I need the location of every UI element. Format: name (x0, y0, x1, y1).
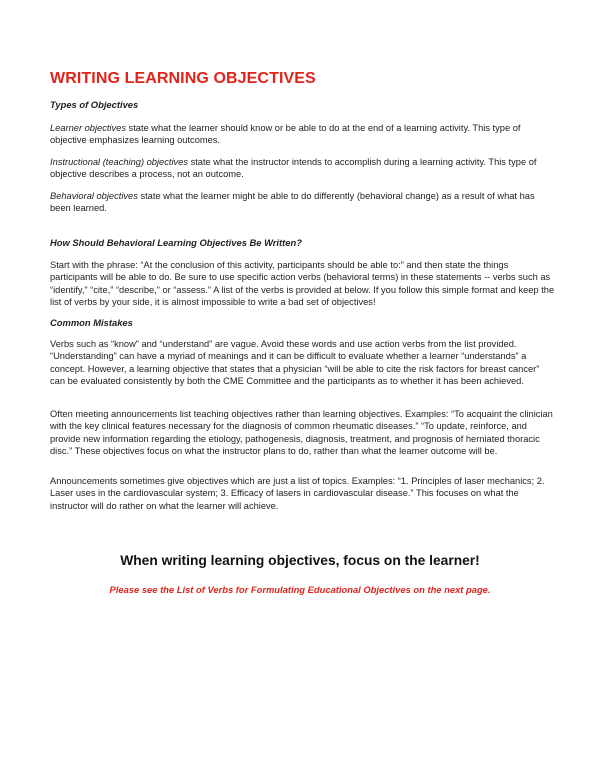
how-heading: How Should Behavioral Learning Objectives Be Written? (50, 237, 302, 248)
behavioral-text: state what the learner might be able to do differently (behavioral change) as a result of what has been learned. (50, 191, 535, 214)
focus-statement: When writing learning objectives, focus on the learner! (120, 553, 480, 568)
learner-objectives-paragraph (50, 122, 555, 147)
behavioral-term: Behavioral objectives (50, 191, 138, 201)
behavioral-objectives-paragraph (50, 190, 555, 215)
how-paragraph: Start with the phrase: “At the conclusion of this activity, participants should be able to:” and then state the things participants will be able to do. Be sure to use specific action verbs (behavioral terms) in these statements -- verbs such as “identify,” “cite,” “describe,” or “assess.” A list of the verbs is provided at below. If you follow this simple format and keep the list of verbs by your side, it is almost impossible to write a bad set of objectives! (50, 260, 555, 307)
learner-text: state what the learner should know or be able to do at the end of a learning activity. This type of objective emphasizes learning outcomes. (50, 123, 521, 146)
mistakes-paragraph-3: Announcements sometimes give objectives which are just a list of topics. Examples: “1. Principles of laser mechanics; 2. Laser uses in the cardiovascular system; 3. Efficacy of lasers in cardiovascular disease.” This focuses on what the instructor will do rather on what the learner will achieve. (50, 476, 545, 511)
instructional-term: Instructional (teaching) objectives (50, 157, 188, 167)
types-heading: Types of Objectives (50, 99, 139, 110)
mistakes-heading: Common Mistakes (50, 317, 133, 328)
mistakes-paragraph-1: Verbs such as “know” and “understand” are vague. Avoid these words and use action verbs from the list provided. “Understanding” can have a myriad of meanings and it can be difficult to evaluate whether a learner “understands” a concept. However, a learning objective that states that a physician “will be able to cite the risk factors for breast cancer” can be evaluated consistently by both the CME Committee and the participants as to whether it has been achieved. (50, 339, 540, 386)
instructional-objectives-paragraph (50, 156, 555, 181)
page-title: WRITING LEARNING OBJECTIVES (50, 70, 316, 87)
next-page-note: Please see the List of Verbs for Formulating Educational Objectives on the next page. (109, 584, 491, 595)
learner-term: Learner objectives (50, 123, 126, 133)
mistakes-paragraph-2: Often meeting announcements list teaching objectives rather than learning objectives. Examples: “To acquaint the clinician with the key clinical features necessary for the diagnosis of common rheumatic diseases.” “To update, reinforce, and provide new information regarding the etiology, pathogenesis, diagnosis, treatment, and prognosis of herniated thoracic disc.” These objectives focus on what the instructor plans to do, rather than what the learner outcome will be. (50, 409, 553, 456)
instructional-text: state what the instructor intends to accomplish during a learning activity. This type of objective describes a process, not an outcome. (50, 157, 537, 180)
